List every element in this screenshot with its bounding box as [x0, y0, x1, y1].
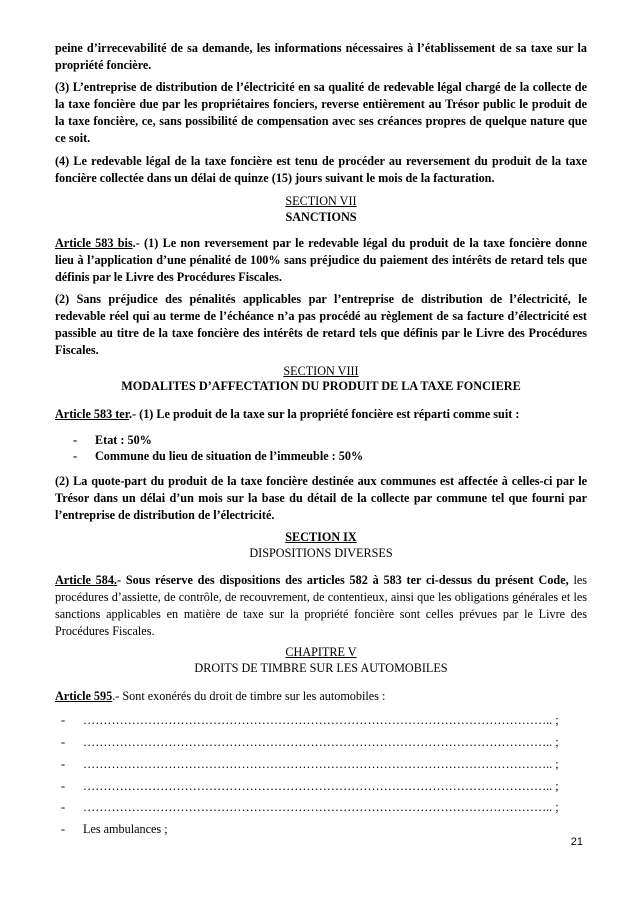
article-584-ref: Article 584.	[55, 573, 117, 587]
article-583-ter-text: .- (1) Le produit de la taxe sur la propriété foncière est réparti comme suit :	[129, 407, 520, 421]
list-item: - …………………………………………………………………………………………………….. ;	[61, 735, 559, 749]
list-item: - …………………………………………………………………………………………………….. ;	[61, 779, 559, 793]
page-number: 21	[570, 836, 583, 848]
section-7-subtitle: SANCTIONS	[285, 210, 357, 224]
article-583-ter-p2: (2) La quote-part du produit de la taxe foncière destinée aux communes est affectée à celles-ci par le Trésor dans un délai d’un mois sur la base du détail de la collecte par commune tel que fourni par l’entreprise de distribution de l’électricité.	[55, 474, 587, 522]
section-8-subtitle: MODALITES D’AFFECTATION DU PRODUIT DE LA TAXE FONCIERE	[121, 379, 521, 393]
article-583-bis	[55, 235, 587, 286]
list-item: - …………………………………………………………………………………………………….. ;	[61, 713, 559, 727]
paragraph-4: (4) Le redevable légal de la taxe foncière est tenu de procéder au reversement du produit de la taxe foncière collectée dans un délai de quinze (15) jours suivant le mois de la facturation.	[55, 154, 587, 185]
list-item: - …………………………………………………………………………………………………….. ;	[61, 757, 559, 771]
section-8-title: SECTION VIII	[283, 364, 359, 378]
paragraph-3: (3) L’entreprise de distribution de l’électricité en sa qualité de redevable légal chargé de la collecte de la taxe foncière due par les propriétaires fonciers, reverse entièrement au Trésor public le produit de la taxe foncière, ce, sans possibilité de compensation avec ses créances propres de quelque nature que ce soit.	[55, 80, 587, 145]
article-583-bis-ref: Article 583 bis	[55, 236, 133, 250]
article-583-ter-ref: Article 583 ter	[55, 407, 129, 421]
article-584	[55, 572, 587, 640]
article-583-ter	[55, 406, 587, 423]
section-9-title: SECTION IX	[285, 530, 357, 544]
list-item: - Commune du lieu de situation de l’immeuble : 50%	[73, 449, 364, 463]
paragraph-continuation: peine d’irrecevabilité de sa demande, les informations nécessaires à l’établissement de sa taxe sur la propriété foncière.	[55, 41, 587, 72]
article-595	[55, 688, 587, 705]
article-583-bis-p2: (2) Sans préjudice des pénalités applicables par l’entreprise de distribution de l’électricité, le redevable réel qui au terme de l’échéance n’a pas procédé au règlement de sa facture d’électricité est passible au titre de la taxe foncière des intérêts de retard tels que définis par le Livre des Procédures Fiscales.	[55, 292, 587, 357]
article-584-text: les procédures d’assiette, de contrôle, de recouvrement, de contentieux, ainsi que les obligations générales et les sanctions applicables en matière de taxe sur la propriété foncière sont celles prévues par le Livre des Procédures Fiscales.	[55, 573, 587, 638]
section-7-title: SECTION VII	[285, 194, 357, 208]
article-583-bis-text: .- (1) Le non reversement par le redevable légal du produit de la taxe foncière donne lieu à l’application d’une pénalité de 100% sans préjudice du paiement des intérêts de retard tels que définis par le Livre des Procédures Fiscales.	[55, 236, 587, 284]
chapter-5-title: CHAPITRE V	[285, 645, 357, 659]
list-item: - Etat : 50%	[73, 433, 152, 447]
article-595-ref: Article 595	[55, 689, 113, 703]
article-584-bold-text: - Sous réserve des dispositions des articles 582 à 583 ter ci-dessus du présent Code,	[116, 573, 569, 587]
section-9-subtitle: DISPOSITIONS DIVERSES	[249, 546, 393, 560]
article-595-text: .- Sont exonérés du droit de timbre sur les automobiles :	[112, 689, 386, 703]
chapter-5-subtitle: DROITS DE TIMBRE SUR LES AUTOMOBILES	[194, 661, 448, 675]
list-item: - …………………………………………………………………………………………………….. ;	[61, 800, 559, 814]
list-item: - Les ambulances ;	[61, 822, 168, 836]
